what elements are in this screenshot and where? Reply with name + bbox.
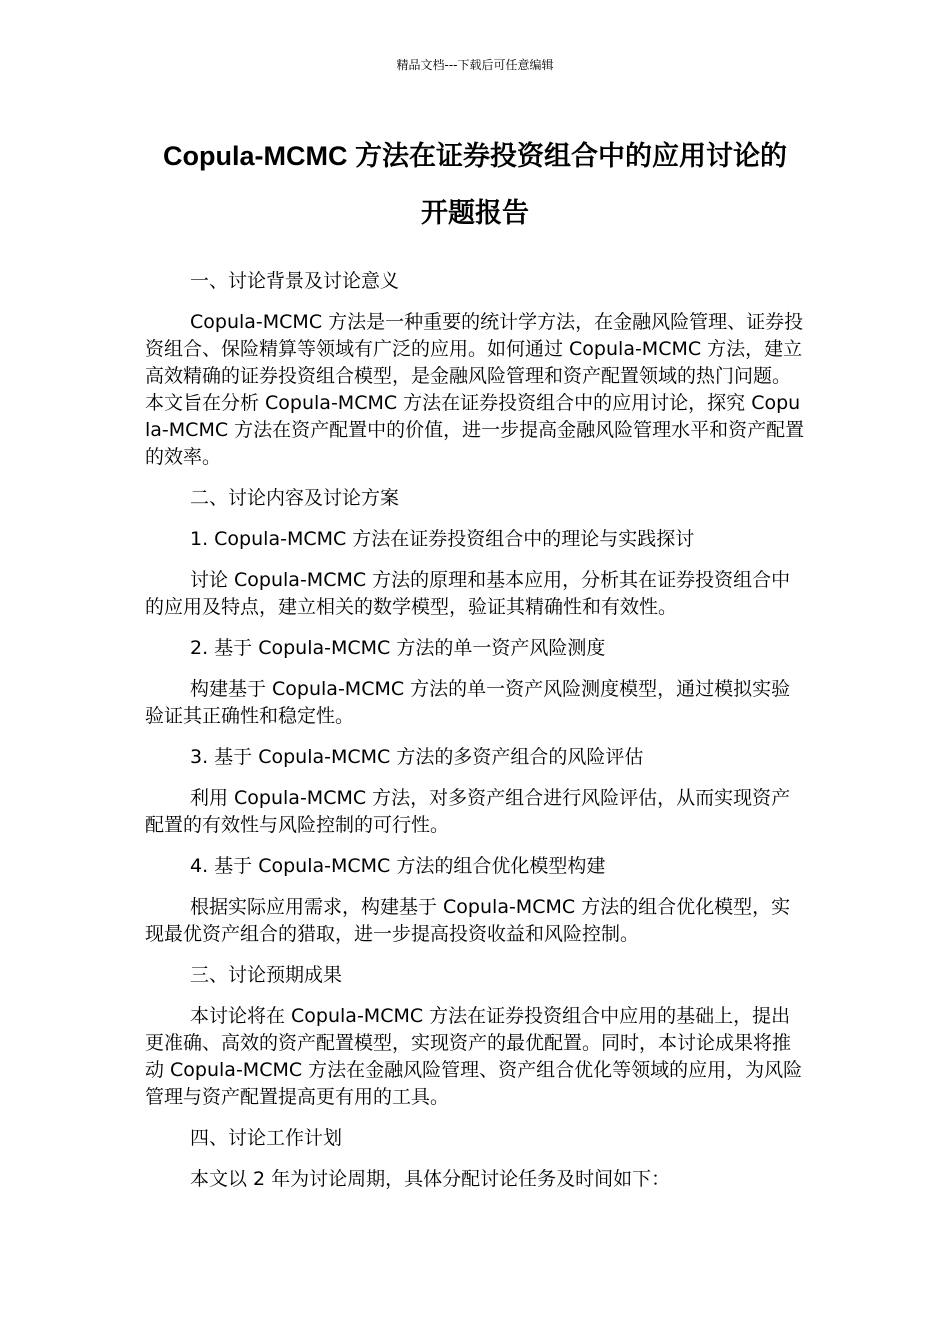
section-heading-4: 四、讨论工作计划: [190, 1127, 343, 1149]
section-heading-2: 二、讨论内容及讨论方案: [190, 487, 400, 509]
section-heading-1: 一、讨论背景及讨论意义: [190, 270, 400, 292]
header-note: 精品文档---下载后可任意编辑: [396, 58, 554, 72]
document-title: [0, 128, 950, 242]
title-line-1: Copula-MCMC 方法在证券投资组合中的应用讨论的: [163, 141, 787, 171]
section-heading-3: 三、讨论预期成果: [190, 964, 343, 986]
paragraph-sub-3: 利用 Copula-MCMC 方法，对多资产组合进行风险评估，从而实现资产配置的有效性与风险控制的可行性。: [145, 787, 791, 836]
paragraph-sub-2: 构建基于 Copula-MCMC 方法的单一资产风险测度模型，通过模拟实验验证其正确性和稳定性。: [145, 678, 791, 727]
paragraph-sub-1: 讨论 Copula-MCMC 方法的原理和基本应用，分析其在证券投资组合中的应用及特点，建立相关的数学模型，验证其精确性和有效性。: [145, 569, 791, 618]
paragraph-sub-4: 根据实际应用需求，构建基于 Copula-MCMC 方法的组合优化模型，实现最优资产组合的猎取，进一步提高投资收益和风险控制。: [145, 896, 791, 945]
subheading-2: 2. 基于 Copula-MCMC 方法的单一资产风险测度: [190, 637, 606, 659]
subheading-1: 1. Copula-MCMC 方法在证券投资组合中的理论与实践探讨: [190, 528, 695, 550]
subheading-4: 4. 基于 Copula-MCMC 方法的组合优化模型构建: [190, 855, 606, 877]
paragraph-plan: 本文以 2 年为讨论周期，具体分配讨论任务及时间如下：: [190, 1168, 671, 1190]
paragraph-outcomes: 本讨论将在 Copula-MCMC 方法在证券投资组合中应用的基础上，提出更准确、高效的资产配置模型，实现资产的最优配置。同时，本讨论成果将推动 Copula-MCMC 方法在金融风险管理、资产组合优化等领域的应用，为风险管理与资产配置提高更有用的工具。: [145, 1005, 803, 1108]
document-body: [145, 268, 805, 1207]
paragraph-background: Copula-MCMC 方法是一种重要的统计学方法，在金融风险管理、证券投资组合、保险精算等领域有广泛的应用。如何通过 Copula-MCMC 方法，建立高效精确的证券投资组合模型，是金融风险管理和资产配置领域的热门问题。本文旨在分析 Copula-MCMC 方法在证券投资组合中的应用讨论，探究 Copula-MCMC 方法在资产配置中的价值，进一步提高金融风险管理水平和资产配置的效率。: [145, 311, 805, 468]
title-line-2: 开题报告: [421, 198, 529, 228]
subheading-3: 3. 基于 Copula-MCMC 方法的多资产组合的风险评估: [190, 746, 644, 768]
